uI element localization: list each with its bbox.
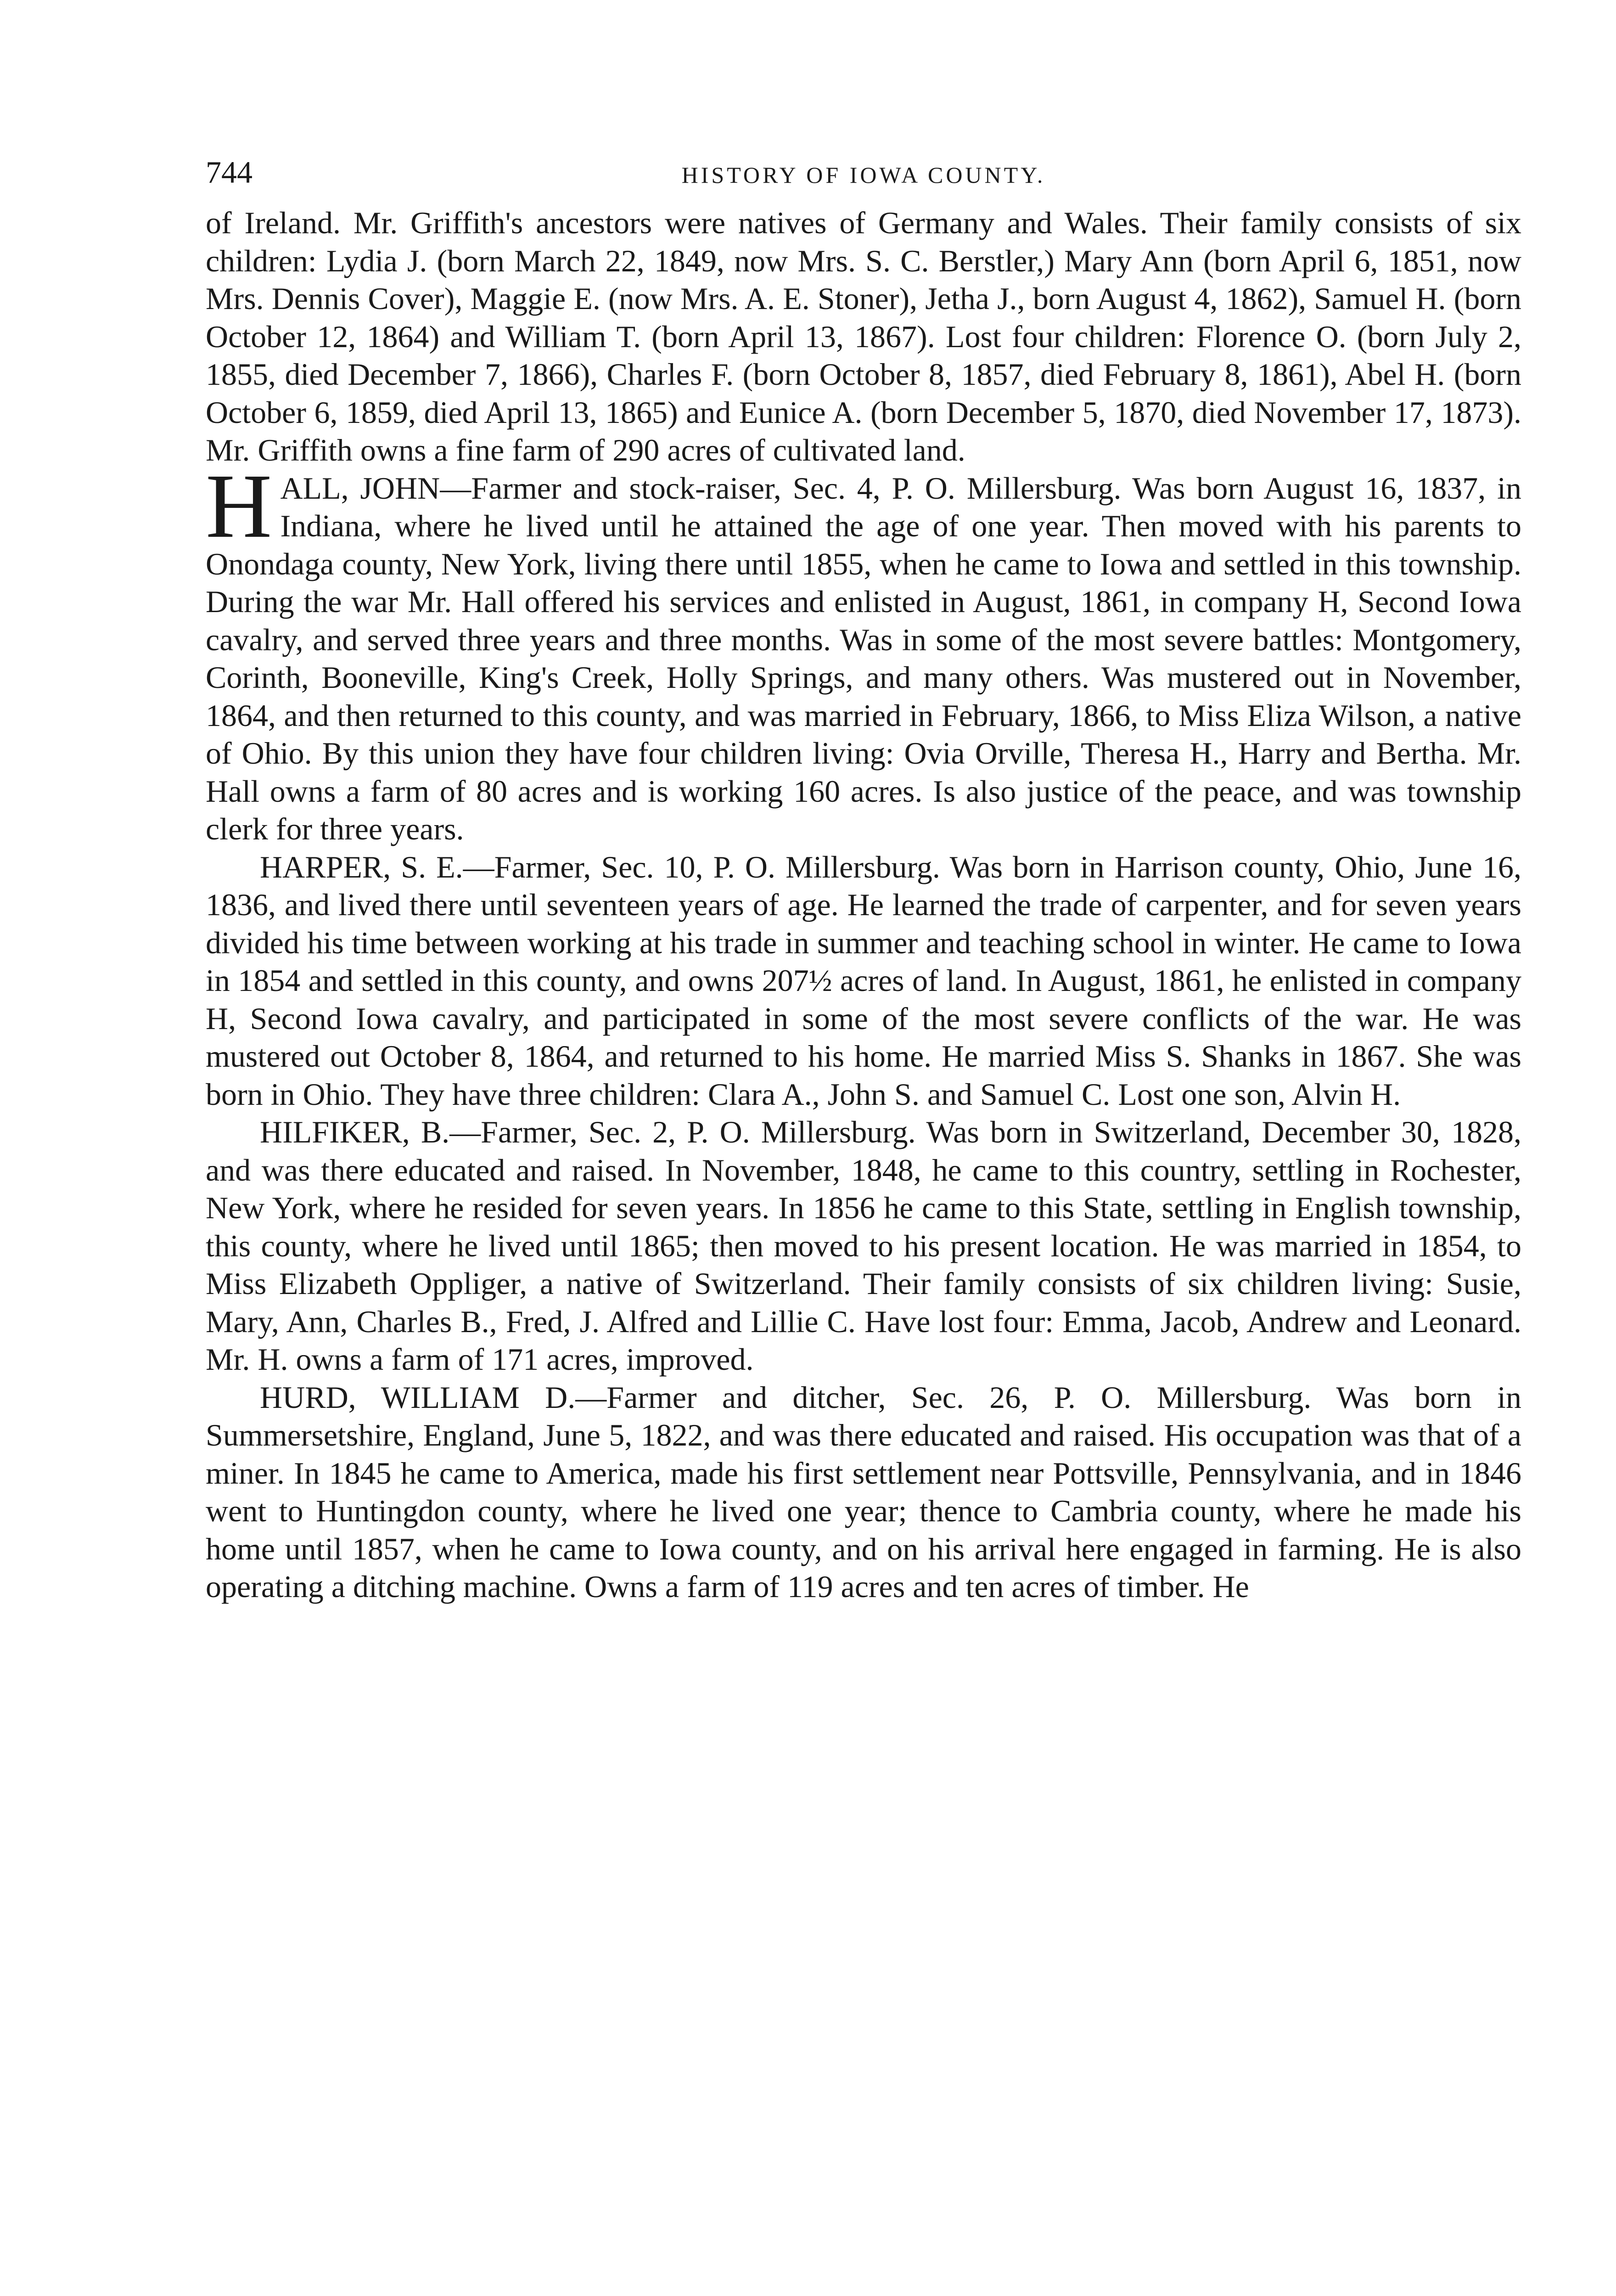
drop-cap: H [206, 455, 272, 557]
document-page [206, 152, 1521, 1606]
paragraph-hurd-william [206, 1379, 1521, 1606]
paragraph-text: HARPER, S. E.—Farmer, Sec. 10, P. O. Millersburg. Was born in Harrison county, Ohio, June 16, 1836, and lived there until seventeen years of age. He learned the trade of carpenter, and for seven years divided his time between working at his trade in summer and teaching school in winter. He came to Iowa in 1854 and settled in this county, and owns 207½ acres of land. In August, 1861, he enlisted in company H, Second Iowa cavalry, and participated in some of the most severe conflicts of the war. He was mustered out October 8, 1864, and returned to his home. He married Miss S. Shanks in 1867. She was born in Ohio. They have three children: Clara A., John S. and Samuel C. Lost one son, Alvin H. [206, 849, 1521, 1112]
running-head [206, 152, 1521, 197]
paragraph-griffith-continued [206, 204, 1521, 469]
paragraph-text: HILFIKER, B.—Farmer, Sec. 2, P. O. Millersburg. Was born in Switzerland, December 30, 1828, and was there educated and raised. In November, 1848, he came to this country, settling in Rochester, New York, where he resided for seven years. In 1856 he came to this State, settling in English township, this county, where he lived until 1865; then moved to his present location. He was married in 1854, to Miss Elizabeth Oppliger, a native of Switzerland. Their family consists of six children living: Susie, Mary, Ann, Charles B., Fred, J. Alfred and Lillie C. Have lost four: Emma, Jacob, Andrew and Leonard. Mr. H. owns a farm of 171 acres, improved. [206, 1114, 1521, 1377]
paragraph-hall-john [206, 455, 1521, 848]
body-text [206, 204, 1521, 1606]
paragraph-text: HURD, WILLIAM D.—Farmer and ditcher, Sec. 26, P. O. Millersburg. Was born in Summersetshire, England, June 5, 1822, and was there educated and raised. His occupation was that of a miner. In 1845 he came to America, made his first settlement near Pottsville, Pennsylvania, and in 1846 went to Huntingdon county, where he lived one year; thence to Cambria county, where he made his home until 1857, when he came to Iowa county, and on his arrival here engaged in farming. He is also operating a ditching machine. Owns a farm of 119 acres and ten acres of timber. He [206, 1379, 1521, 1604]
paragraph-hilfiker-b [206, 1113, 1521, 1379]
paragraph-text: of Ireland. Mr. Griffith's ancestors were natives of Germany and Wales. Their family consists of six children: Lydia J. (born March 22, 1849, now Mrs. S. C. Berstler,) Mary Ann (born April 6, 1851, now Mrs. Dennis Cover), Maggie E. (now Mrs. A. E. Stoner), Jetha J., born August 4, 1862), Samuel H. (born October 12, 1864) and William T. (born April 13, 1867). Lost four children: Florence O. (born July 2, 1855, died December 7, 1866), Charles F. (born October 8, 1857, died February 8, 1861), Abel H. (born October 6, 1859, died April 13, 1865) and Eunice A. (born December 5, 1870, died November 17, 1873). Mr. Griffith owns a fine farm of 290 acres of cultivated land. [206, 205, 1521, 467]
paragraph-harper-se [206, 848, 1521, 1114]
running-title: HISTORY OF IOWA COUNTY. [681, 162, 1046, 188]
page-number: 744 [206, 155, 252, 190]
paragraph-text: ALL, JOHN—Farmer and stock-raiser, Sec. 4, P. O. Millersburg. Was born August 16, 1837, in Indiana, where he lived until he attained the age of one year. Then moved with his parents to Onondaga county, New York, living there until 1855, when he came to Iowa and settled in this township. During the war Mr. Hall offered his services and enlisted in August, 1861, in company H, Second Iowa cavalry, and served three years and three months. Was in some of the most severe battles: Montgomery, Corinth, Booneville, King's Creek, Holly Springs, and many others. Was mustered out in November, 1864, and then returned to this county, and was married in February, 1866, to Miss Eliza Wilson, a native of Ohio. By this union they have four children living: Ovia Orville, Theresa H., Harry and Bertha. Mr. Hall owns a farm of 80 acres and is working 160 acres. Is also justice of the peace, and was township clerk for three years. [206, 470, 1521, 846]
